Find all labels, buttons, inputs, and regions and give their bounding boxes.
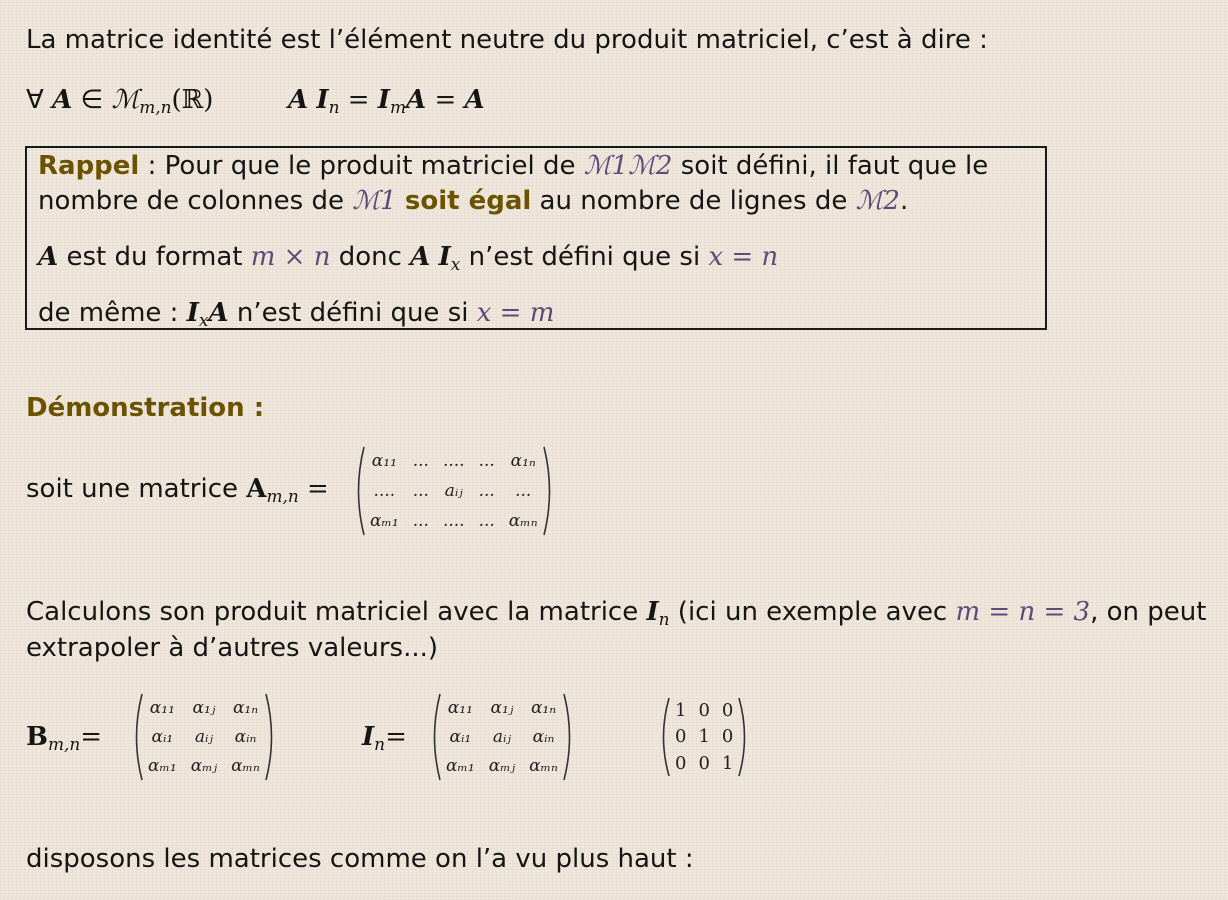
In-n: n — [374, 734, 386, 755]
rappel-text1: : Pour que le produit matriciel de — [139, 151, 584, 181]
rappel-text5: . — [899, 186, 909, 216]
matrix-cell: aᵢⱼ — [492, 726, 511, 747]
matrix-cell: α₁ₙ — [530, 697, 557, 718]
rappel-line-4 — [38, 296, 554, 330]
matrix-cell: αᵢ₁ — [151, 726, 174, 747]
left-paren — [428, 693, 442, 781]
rappel-label: Rappel — [38, 151, 140, 181]
matrix-cell: ... — [412, 511, 429, 531]
matrix-A — [352, 446, 556, 536]
matrix-cell: αᵢₙ — [532, 726, 555, 747]
matrix-cell: αᵢ₁ — [449, 726, 472, 747]
matrix-cell: α₁₁ — [371, 451, 397, 471]
matrix-cell: 1 — [721, 753, 734, 775]
rappel-text4: au nombre de lignes de — [531, 186, 856, 216]
matrix-cell: 1 — [675, 699, 687, 721]
right-paren — [542, 446, 556, 536]
rappel-bold: soit égal — [404, 186, 532, 216]
formula-R: (ℝ) — [171, 85, 214, 115]
matrix-cell: α₁ₙ — [510, 451, 536, 471]
matrix-cell: αᵢₙ — [234, 726, 257, 747]
matrix-cell: .... — [373, 481, 396, 501]
demo-title — [26, 391, 264, 425]
matrix-cell: .... — [442, 451, 465, 471]
formula-I: I — [316, 85, 329, 115]
matrix-cell: 0 — [698, 753, 710, 775]
matrix-cell: αₘⱼ — [488, 756, 516, 777]
rappel-defined-text-2: n’est défini que si — [228, 298, 477, 328]
Amn-A: A — [246, 474, 267, 504]
rappel-mxn: m × n — [250, 242, 331, 272]
formula-A: A — [52, 85, 73, 115]
soit-line — [26, 472, 329, 506]
matrix-cell: aᵢⱼ — [194, 726, 213, 747]
matrix-cell: ... — [478, 451, 495, 471]
rappel-defined-text: n’est défini que si — [460, 242, 709, 272]
matrix-cell: α₁ⱼ — [490, 697, 514, 718]
rappel-line-2 — [38, 184, 908, 218]
matrix-cell: α₁ₙ — [232, 697, 259, 718]
matrix-cell: αₘ₁ — [446, 756, 475, 777]
soit-text: soit une matrice — [26, 474, 247, 504]
rappel-x-2: x — [198, 310, 209, 331]
matrix-cell: ... — [478, 481, 495, 501]
rappel-text2: soit défini, il faut que le — [672, 151, 989, 181]
matrix-grid — [366, 446, 542, 536]
calc-text-c: , on peut — [1090, 597, 1207, 627]
matrix-cell: ... — [412, 481, 429, 501]
formula-mn: m,n — [139, 97, 172, 118]
matrix-cell: αₘ₁ — [148, 756, 177, 777]
matrix-cell: 1 — [698, 726, 710, 748]
In-I: I — [362, 722, 375, 752]
rappel-x: x — [450, 254, 461, 275]
formula-n: n — [328, 97, 340, 118]
matrix-cell: aᵢⱼ — [444, 481, 463, 501]
formula-eq-2: = — [434, 85, 457, 115]
rappel-M1M2: ℳ1ℳ2 — [583, 151, 673, 181]
B-eq: = — [80, 722, 103, 752]
rappel-line-3 — [38, 240, 778, 274]
matrix-identity — [657, 697, 751, 777]
formula-eq: = — [347, 85, 370, 115]
in-symbol: ∈ — [80, 85, 104, 115]
forall-symbol: ∀ — [26, 85, 44, 115]
matrix-cell: 0 — [675, 726, 687, 748]
rappel-text3: nombre de colonnes de — [38, 186, 353, 216]
right-paren — [264, 693, 278, 781]
calc-cond: m = n = 3 — [955, 597, 1091, 627]
Amn-sub: m,n — [266, 486, 299, 507]
intro-text: La matrice identité est l’élément neutre du produit matriciel, c’est à dire : — [26, 25, 988, 55]
matrix-cell: 0 — [675, 753, 687, 775]
matrix-cell: αₘₙ — [231, 756, 260, 777]
matrix-grid — [671, 697, 737, 777]
matrix-grid — [144, 693, 264, 781]
rappel-box — [25, 146, 1047, 330]
rappel-I-2: I — [186, 298, 199, 328]
calc-n: n — [658, 609, 670, 630]
matrix-cell: 0 — [721, 726, 734, 748]
matrix-cell: α₁₁ — [149, 697, 175, 718]
matrix-cell: ... — [515, 481, 532, 501]
left-paren — [130, 693, 144, 781]
matrix-cell: α₁ⱼ — [192, 697, 216, 718]
matrix-grid — [442, 693, 562, 781]
B-label — [26, 720, 102, 754]
formula-A-2: A — [287, 85, 309, 115]
calc-I: I — [646, 597, 659, 627]
rappel-A-3: A — [208, 298, 229, 328]
matrix-cell: αₘₙ — [529, 756, 558, 777]
rappel-A-2: A — [410, 242, 431, 272]
formula-A-4: A — [464, 85, 485, 115]
In-eq: = — [385, 722, 407, 752]
matrix-B-2 — [428, 693, 576, 781]
matrix-cell: αₘ₁ — [370, 511, 399, 531]
demo-title-text: Démonstration : — [26, 393, 265, 423]
calc-text-b: (ici un exemple avec — [669, 597, 956, 627]
rappel-cond-n: x = n — [708, 242, 779, 272]
rappel-donc: donc — [330, 242, 411, 272]
right-paren — [562, 693, 576, 781]
matrix-cell: .... — [442, 511, 465, 531]
In-label — [362, 720, 407, 754]
rappel-M2: ℳ2 — [855, 186, 900, 216]
matrix-cell: ... — [412, 451, 429, 471]
formula-M: ℳ — [111, 85, 140, 115]
rappel-cond-m: x = m — [476, 298, 555, 328]
rappel-M1: ℳ1 — [352, 186, 397, 216]
matrix-cell: 0 — [721, 699, 734, 721]
B-letter: B — [26, 722, 48, 752]
calc-line-1 — [26, 595, 1206, 629]
calc-line-2: extrapoler à d’autres valeurs...) — [26, 633, 439, 663]
neutral-element-formula — [26, 83, 485, 117]
formula-A-3: A — [406, 85, 427, 115]
right-paren — [737, 697, 751, 777]
soit-eq: = — [307, 474, 329, 504]
formula-m: m — [389, 97, 406, 118]
left-paren — [657, 697, 671, 777]
rappel-format-text: est du format — [58, 242, 251, 272]
matrix-cell: ... — [478, 511, 495, 531]
matrix-cell: 0 — [698, 699, 710, 721]
matrix-B-1 — [130, 693, 278, 781]
rappel-de-meme: de même : — [38, 298, 187, 328]
B-sub: m,n — [47, 734, 81, 755]
matrix-cell: α₁₁ — [447, 697, 473, 718]
left-paren — [352, 446, 366, 536]
rappel-line-1 — [38, 149, 988, 183]
matrix-cell: αₘⱼ — [190, 756, 218, 777]
calc-text-a: Calculons son produit matriciel avec la matrice — [26, 597, 647, 627]
rappel-A: A — [38, 242, 59, 272]
final-text: disposons les matrices comme on l’a vu plus haut : — [26, 844, 694, 874]
matrix-cell: αₘₙ — [508, 511, 538, 531]
rappel-I: I — [438, 242, 451, 272]
formula-I-2: I — [377, 85, 390, 115]
